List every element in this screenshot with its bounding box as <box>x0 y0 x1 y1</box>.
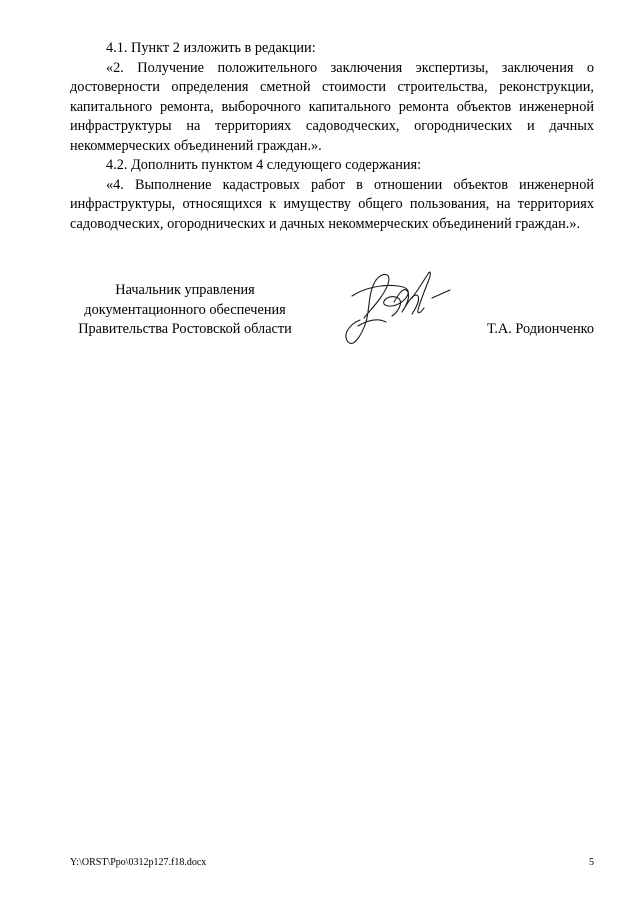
footer-page-number: 5 <box>589 857 594 868</box>
signatory-title-line-2: документационного обеспечения <box>84 301 286 318</box>
paragraph-item-4-text: «4. Выполнение кадастровых работ в отношении объектов инженерной инфраструктуры, относящихся к имуществу общего пользования, на территориях садоводческих, огороднических и дачных некоммерческих объединений граждан.». <box>70 176 594 232</box>
signatory-name: Т.А. Родионченко <box>487 321 594 337</box>
paragraph-item-2-text: «2. Получение положительного заключения экспертизы, заключения о достоверности определения сметной стоимости строительства, реконструкции, капитального ремонта, выборочного капитального ремонта объектов инженерной инфраструктуры на территориях садоводческих, огороднических и дачных некоммерческих объединений граждан.». <box>70 59 594 154</box>
body-text <box>70 39 594 234</box>
signature-block <box>0 281 640 351</box>
signatory-title-line-3: Правительства Ростовской области <box>78 321 292 337</box>
paragraph-4-2: 4.2. Дополнить пунктом 4 следующего содержания: <box>106 157 422 173</box>
paragraph-4-1: 4.1. Пункт 2 изложить в редакции: <box>106 40 316 56</box>
signatory-title-line-1: Начальник управления <box>115 282 255 298</box>
footer-file-path: Y:\ORST\Ppo\0312p127.f18.docx <box>70 857 207 868</box>
signatory-title <box>58 281 312 340</box>
handwritten-signature <box>338 262 456 350</box>
